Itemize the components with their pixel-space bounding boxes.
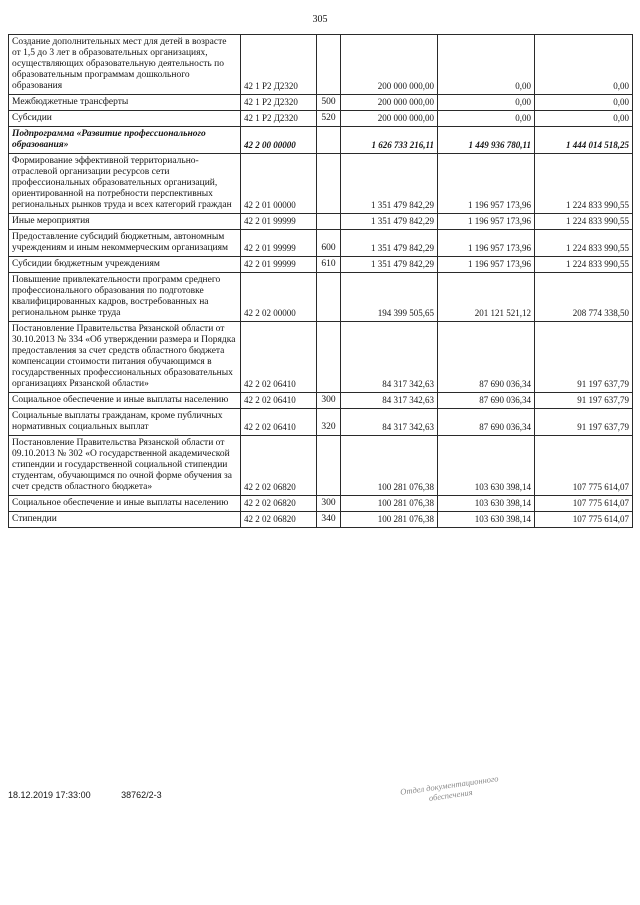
row-code: 42 2 00 00000	[241, 127, 317, 154]
row-value-2: 201 121 521,12	[438, 273, 535, 322]
row-value-1: 84 317 342,63	[341, 409, 438, 436]
row-value-3: 1 224 833 990,55	[535, 257, 633, 273]
row-code: 42 1 Р2 Д2320	[241, 35, 317, 95]
row-name: Социальное обеспечение и иные выплаты населению	[9, 496, 241, 512]
row-value-2: 103 630 398,14	[438, 512, 535, 528]
row-value-3: 107 775 614,07	[535, 496, 633, 512]
page-footer	[8, 790, 632, 800]
row-value-3: 0,00	[535, 35, 633, 95]
row-expense-type	[317, 35, 341, 95]
row-expense-type	[317, 322, 341, 393]
row-name: Постановление Правительства Рязанской области от 09.10.2013 № 302 «О государственной академической стипендии и государственной социальной стипендии студентам, обучающимся по очной форме обучения за счет средств областного бюджета»	[9, 436, 241, 496]
row-value-2: 1 196 957 173,96	[438, 214, 535, 230]
row-code: 42 2 02 06410	[241, 322, 317, 393]
row-name: Повышение привлекательности программ среднего профессионального образования по подготовке квалифицированных кадров, востребованных на региональном рынке труда	[9, 273, 241, 322]
row-name: Субсидии	[9, 111, 241, 127]
table-row	[9, 230, 633, 257]
row-name: Стипендии	[9, 512, 241, 528]
row-expense-type: 300	[317, 393, 341, 409]
table-row	[9, 111, 633, 127]
row-code: 42 2 01 99999	[241, 257, 317, 273]
row-code: 42 1 Р2 Д2320	[241, 95, 317, 111]
table-row	[9, 35, 633, 95]
row-value-2: 87 690 036,34	[438, 409, 535, 436]
table-row	[9, 496, 633, 512]
row-value-3: 91 197 637,79	[535, 409, 633, 436]
row-code: 42 2 01 99999	[241, 230, 317, 257]
row-value-2: 103 630 398,14	[438, 496, 535, 512]
row-value-2: 87 690 036,34	[438, 322, 535, 393]
row-value-1: 100 281 076,38	[341, 512, 438, 528]
table-row	[9, 512, 633, 528]
row-name: Социальное обеспечение и иные выплаты населению	[9, 393, 241, 409]
row-expense-type: 600	[317, 230, 341, 257]
row-expense-type: 300	[317, 496, 341, 512]
table-row	[9, 436, 633, 496]
row-value-3: 0,00	[535, 111, 633, 127]
row-code: 42 2 02 06820	[241, 496, 317, 512]
table-row	[9, 95, 633, 111]
row-code: 42 2 01 99999	[241, 214, 317, 230]
row-expense-type	[317, 127, 341, 154]
page-number: 305	[312, 14, 328, 25]
row-code: 42 1 Р2 Д2320	[241, 111, 317, 127]
row-value-1: 200 000 000,00	[341, 35, 438, 95]
row-value-1: 100 281 076,38	[341, 496, 438, 512]
row-value-1: 200 000 000,00	[341, 111, 438, 127]
table-row	[9, 273, 633, 322]
table-row	[9, 393, 633, 409]
row-expense-type	[317, 154, 341, 214]
row-value-1: 194 399 505,65	[341, 273, 438, 322]
row-value-2: 1 196 957 173,96	[438, 230, 535, 257]
row-code: 42 2 02 06410	[241, 409, 317, 436]
row-value-3: 107 775 614,07	[535, 436, 633, 496]
row-value-3: 208 774 338,50	[535, 273, 633, 322]
row-name: Формирование эффективной территориально-отраслевой организации ресурсов сети профессиональных образовательных организаций, ориентированной на потребности перспективных региональных рынков труда и всех категорий граждан	[9, 154, 241, 214]
table-row	[9, 214, 633, 230]
row-name: Постановление Правительства Рязанской области от 30.10.2013 № 334 «Об утверждении размера и Порядка предоставления за счет средств областного бюджета компенсации стоимости питания обучающимся в государственных профессиональных образовательных организациях Рязанской области»	[9, 322, 241, 393]
row-expense-type	[317, 436, 341, 496]
row-value-3: 1 444 014 518,25	[535, 127, 633, 154]
row-value-1: 84 317 342,63	[341, 322, 438, 393]
row-value-2: 103 630 398,14	[438, 436, 535, 496]
table-row	[9, 409, 633, 436]
row-value-3: 107 775 614,07	[535, 512, 633, 528]
row-expense-type: 610	[317, 257, 341, 273]
row-value-1: 1 351 479 842,29	[341, 214, 438, 230]
row-name: Создание дополнительных мест для детей в возрасте от 1,5 до 3 лет в образовательных организациях, осуществляющих образовательную деятельность по образовательным программам дошкольного образования	[9, 35, 241, 95]
table-row	[9, 154, 633, 214]
row-value-1: 1 626 733 216,11	[341, 127, 438, 154]
row-value-2: 1 449 936 780,11	[438, 127, 535, 154]
row-value-1: 1 351 479 842,29	[341, 154, 438, 214]
row-expense-type	[317, 214, 341, 230]
row-value-3: 91 197 637,79	[535, 393, 633, 409]
row-name: Субсидии бюджетным учреждениям	[9, 257, 241, 273]
row-expense-type: 520	[317, 111, 341, 127]
row-value-2: 0,00	[438, 35, 535, 95]
row-value-1: 200 000 000,00	[341, 95, 438, 111]
row-value-3: 1 224 833 990,55	[535, 230, 633, 257]
row-code: 42 2 01 00000	[241, 154, 317, 214]
row-code: 42 2 02 06820	[241, 512, 317, 528]
row-name: Предоставление субсидий бюджетным, автономным учреждениям и иным некоммерческим организациям	[9, 230, 241, 257]
row-value-2: 1 196 957 173,96	[438, 257, 535, 273]
row-code: 42 2 02 06410	[241, 393, 317, 409]
row-name: Иные мероприятия	[9, 214, 241, 230]
appropriations-table	[8, 34, 633, 528]
row-value-3: 91 197 637,79	[535, 322, 633, 393]
row-value-3: 1 224 833 990,55	[535, 214, 633, 230]
footer-timestamp: 18.12.2019 17:33:00	[8, 790, 91, 800]
row-value-3: 1 224 833 990,55	[535, 154, 633, 214]
row-value-3: 0,00	[535, 95, 633, 111]
table-row	[9, 257, 633, 273]
row-value-2: 0,00	[438, 95, 535, 111]
row-name: Межбюджетные трансферты	[9, 95, 241, 111]
row-value-1: 1 351 479 842,29	[341, 230, 438, 257]
table-body	[9, 35, 633, 528]
row-expense-type: 500	[317, 95, 341, 111]
row-value-1: 1 351 479 842,29	[341, 257, 438, 273]
row-value-2: 0,00	[438, 111, 535, 127]
row-value-1: 84 317 342,63	[341, 393, 438, 409]
table-row	[9, 322, 633, 393]
row-expense-type: 320	[317, 409, 341, 436]
table-row	[9, 127, 633, 154]
row-code: 42 2 02 06820	[241, 436, 317, 496]
row-value-2: 87 690 036,34	[438, 393, 535, 409]
row-expense-type: 340	[317, 512, 341, 528]
row-code: 42 2 02 00000	[241, 273, 317, 322]
row-name: Социальные выплаты гражданам, кроме публичных нормативных социальных выплат	[9, 409, 241, 436]
row-expense-type	[317, 273, 341, 322]
footer-doc-id: 38762/2-3	[121, 790, 162, 800]
row-value-1: 100 281 076,38	[341, 436, 438, 496]
stamp: Отдел документационного обеспечения	[399, 773, 500, 803]
row-name: Подпрограмма «Развитие профессионального образования»	[9, 127, 241, 154]
row-value-2: 1 196 957 173,96	[438, 154, 535, 214]
